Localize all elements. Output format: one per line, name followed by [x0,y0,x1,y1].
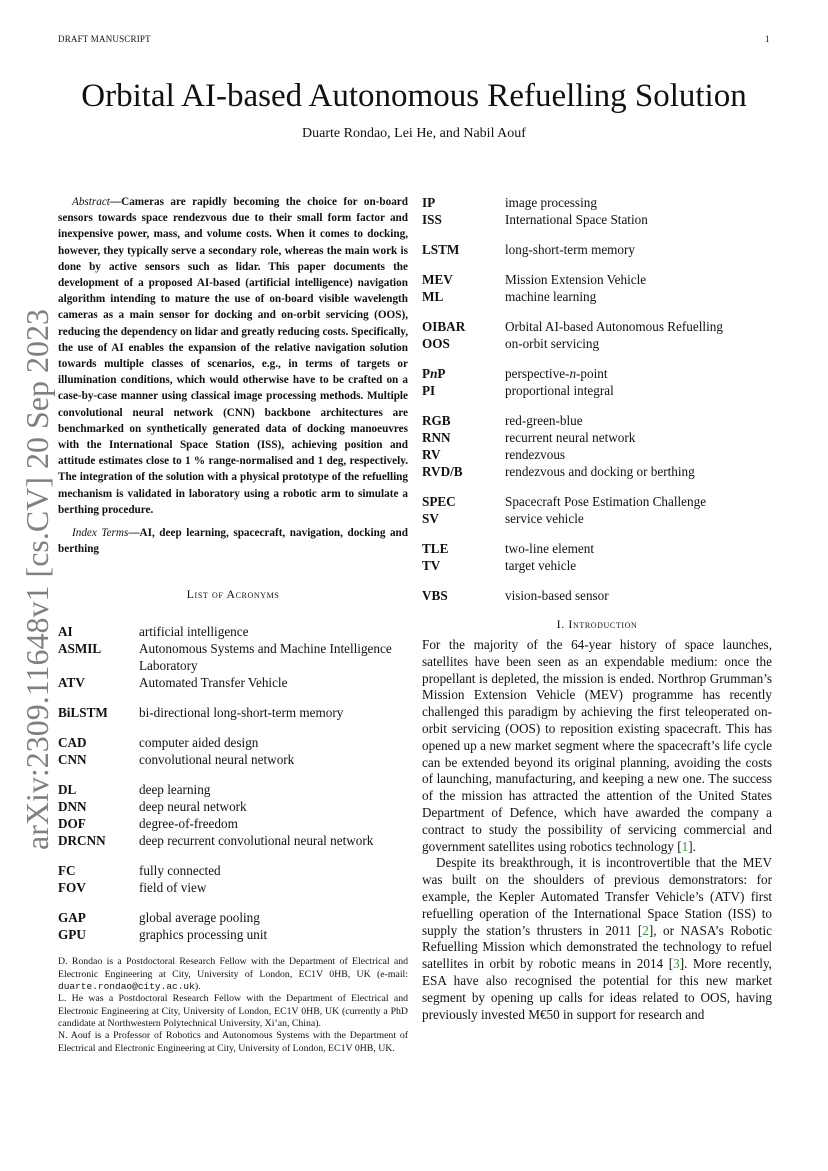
index-terms-text: —AI, deep learning, spacecraft, navigation, docking and berthing [58,527,408,556]
acronym-definition: field of view [139,880,207,896]
acronym-definition: International Space Station [505,212,648,227]
acronym-definition: graphics processing unit [139,927,268,943]
acronym-abbreviation: SPEC [422,494,456,509]
acronym-definition: long-short-term memory [505,242,636,257]
paragraph-text: ], or NASA’s Robotic Refuelling Mission which demonstrated the technology to refuel satellites in orbit by robotic means in 2014 [ [422,922,772,972]
page-number: 1 [765,34,770,44]
acronym-definition: degree-of-freedom [139,816,238,832]
author-footnotes [58,956,408,1054]
acronym-definition: computer aided design [139,735,259,751]
acronym-definition: artificial intelligence [139,624,249,640]
acronym-abbreviation: CNN [58,752,87,768]
running-header: DRAFT MANUSCRIPT [58,34,151,44]
acronym-abbreviation: PnP [422,366,446,381]
introduction-heading: I. Introduction [556,617,638,631]
acronym-definition: convolutional neural network [139,752,295,768]
acronym-definition: Mission Extension Vehicle [505,272,647,287]
paragraph-text: ]. [688,838,696,854]
acronym-definition: two-line element [505,541,594,556]
acronym-abbreviation: BiLSTM [58,705,108,721]
acronym-abbreviation: ASMIL [58,641,102,657]
acronym-abbreviation: OOS [422,336,450,351]
acronym-group [422,493,772,527]
acronym-list-right [422,194,772,604]
acronym-abbreviation: FOV [58,880,86,896]
acronym-row [422,429,772,446]
acronym-group [58,862,408,896]
acronym-abbreviation: IP [422,195,436,210]
acronym-abbreviation: ML [422,289,444,304]
acronym-definition: proportional integral [505,383,614,398]
acronym-abbreviation: DNN [58,799,87,815]
acronym-group [422,365,772,399]
author-list: Duarte Rondao, Lei He, and Nabil Aouf [302,126,526,141]
acronym-definition: target vehicle [505,558,577,573]
acronym-abbreviation: GAP [58,910,86,926]
paragraph-text: Despite its breakthrough, it is incontrovertible that the MEV was built on the shoulders of previous demonstrators: for example, the Kepler Automated Transfer Vehicle’s (ATV) first refuelling operation of the International Space Station (ISS) to supply the station’s thrusters in 2011 [ [422,855,772,938]
acronym-row [422,382,772,399]
acronym-abbreviation: VBS [422,588,448,603]
acronym-definition: perspective-n-point [505,366,608,381]
acronym-abbreviation: RVD/B [422,464,463,479]
abstract-text: —Cameras are rapidly becoming the choice for on-board sensors towards space rendezvous due to their small form factor and inexpensive power, mass, and volume costs. When it comes to docking, however, they typically serve a secondary role, whereas the main work is done by active sensors such as lidar. This paper documents the development of a proposed AI-based (artificial intelligence) navigation algorithm intending to mature the use of on-board visible wavelength cameras as a main sensor for docking and on-orbit servicing (OOS), reducing the dependency on lidar and greatly reducing costs. Specifically, the use of AI enables the expansion of the relative navigation solution towards multiple classes of scenarios, e.g., in terms of targets or illumination conditions, which would otherwise have to be crafted on a case-by-case manner using classical image processing methods. Multiple convolutional neural network (CNN) backbone architectures are benchmarked on synthetically generated data of docking manoeuvres with the International Space Station (ISS), achieving position and attitude estimates close to 1 % range-normalised and 1 deg, respectively. The integration of the solution with a physical prototype of the refuelling mechanism is validated in laboratory using a robotic arm to simulate a berthing procedure. [58,196,408,516]
footnote-rondao [58,956,408,993]
acronym-abbreviation: FC [58,863,76,879]
acronym-group [58,781,408,849]
acronym-abbreviation: DL [58,782,77,798]
acronym-abbreviation: ISS [422,212,442,227]
acronym-group [58,734,408,768]
acronym-definition: on-orbit servicing [505,336,600,351]
acronym-definition: Orbital AI-based Autonomous Refuelling [505,319,723,334]
acronym-row [58,751,408,768]
acronym-row [422,365,772,382]
acronym-definition: image processing [505,195,597,210]
email-link[interactable]: duarte.rondao@city.ac.uk [58,981,195,993]
acronym-row [58,704,408,721]
footnote-he: L. He was a Postdoctoral Research Fellow with the Department of Electrical and Electronic Engineering at City, University of London, EC1V 0HB, UK (currently a PhD candidate at Northwestern Polytechnical University, Xi’an, China). [58,993,408,1029]
acronym-definition: deep recurrent convolutional neural network [139,833,374,849]
acronym-group [422,318,772,352]
intro-paragraph-2 [422,855,772,1023]
acronym-group [58,623,408,691]
paper-title: Orbital AI-based Autonomous Refuelling Solution [81,78,747,114]
acronym-row [58,879,408,896]
index-terms-lead: Index Terms [72,527,129,540]
abstract [58,194,408,518]
acronym-row [422,335,772,352]
intro-paragraph-1 [422,637,772,855]
acronym-abbreviation: RV [422,447,441,462]
acronym-definition: Spacecraft Pose Estimation Challenge [505,494,707,509]
acronym-group [422,194,772,228]
acronym-row [422,557,772,574]
acronym-definition: global average pooling [139,910,260,926]
acronym-definition: rendezvous [505,447,566,462]
citation-link[interactable]: 1 [681,838,689,854]
acronym-definition: bi-directional long-short-term memory [139,705,344,721]
acronym-abbreviation: LSTM [422,242,460,257]
acronym-abbreviation: RGB [422,413,451,428]
acronym-row [422,493,772,510]
acronym-abbreviation: GPU [58,927,86,943]
acronym-definition: rendezvous and docking or berthing [505,464,695,479]
acronym-group [422,540,772,574]
acronym-group [422,412,772,480]
right-column [422,194,772,1023]
acronym-group [58,704,408,721]
acronym-row [58,798,408,815]
acronym-row [422,241,772,258]
acronym-abbreviation: DOF [58,816,86,832]
acronym-abbreviation: DRCNN [58,833,106,849]
left-column [58,194,408,1055]
index-terms [58,525,408,557]
acronym-row [58,781,408,798]
acronym-definition: deep learning [139,782,211,798]
acronym-abbreviation: CAD [58,735,87,751]
acronym-abbreviation: RNN [422,430,451,445]
acronym-row [58,909,408,926]
acronym-definition: recurrent neural network [505,430,636,445]
acronym-abbreviation: PI [422,383,436,398]
acronym-row [422,587,772,604]
acronym-definition: service vehicle [505,511,584,526]
footnote-text: D. Rondao is a Postdoctoral Research Fellow with the Department of Electrical and Electronic Engineering at City, University of London, EC1V 0HB, UK (e-mail: [58,956,408,980]
acronym-row [422,510,772,527]
acronym-definition: fully connected [139,863,221,879]
acronym-row [422,540,772,557]
citation-link[interactable]: 2 [642,922,649,938]
acronym-row [58,862,408,879]
acronym-row [58,815,408,832]
acronym-row [422,211,772,228]
acronym-abbreviation: SV [422,511,439,526]
acronym-row [58,674,408,691]
acronym-abbreviation: AI [58,624,73,640]
acronym-definition: machine learning [505,289,597,304]
acronym-row [58,623,408,640]
acronym-group [422,587,772,604]
acronym-definition: Automated Transfer Vehicle [139,675,288,691]
acronym-row [58,832,408,849]
acronym-list-left [58,623,408,943]
acronym-row [422,271,772,288]
acronym-row [422,194,772,211]
acronym-abbreviation: TV [422,558,441,573]
acronym-abbreviation: ATV [58,675,85,691]
acronym-abbreviation: OIBAR [422,319,466,334]
acronym-abbreviation: MEV [422,272,453,287]
acronym-definition: vision-based sensor [505,588,609,603]
acronym-row [422,463,772,480]
abstract-lead: Abstract [72,196,110,208]
acronym-row [58,926,408,943]
acronym-group [422,271,772,305]
paragraph-text: ]. More recently, ESA have also recognised the potential for this new market segment by opening up calls for ideas related to OOS, having previously invested M€50 in support for research and [422,956,772,1022]
acronym-row [422,318,772,335]
footnote-text: ). [194,981,201,993]
acronym-definition: Autonomous Systems and Machine Intelligence Laboratory [139,641,392,674]
acronyms-heading: List of Acronyms [186,587,280,602]
citation-link[interactable]: 3 [673,956,680,972]
arxiv-identifier-stamp: arXiv:2309.11648v1 [cs.CV] 20 Sep 2023 [19,309,55,850]
acronym-definition: red-green-blue [505,413,583,428]
acronym-group [422,241,772,258]
paragraph-text: For the majority of the 64-year history of space launches, satellites have been seen as an expendable medium: once the propellant is depleted, the mission is ended. Northrop Grumman’s Mission Extension Vehicle (MEV) programme has recently challenged this paradigm by achieving the first teleoperated on-orbit servicing (OOS) to reposition existing spacecraft. This has opened up a new market segment where the spacecraft’s life cycle can be extended beyond its original planning, avoiding the costs of launching, manufacturing, and keeping a new one. The success of the mission has attracted the attention of the United States Department of Defence, which have awarded the company a contract to study the possibility of servicing commercial and government satellites using robotics technology [ [422,637,772,854]
acronym-row [422,412,772,429]
acronym-row [422,446,772,463]
acronym-row [58,734,408,751]
footnote-aouf: N. Aouf is a Professor of Robotics and Autonomous Systems with the Department of Electrical and Electronic Engineering at City, University of London, EC1V 0HB, UK. [58,1030,408,1054]
acronym-abbreviation: TLE [422,541,449,556]
acronym-group [58,909,408,943]
acronym-definition: deep neural network [139,799,247,815]
acronym-row [422,288,772,305]
acronym-row [58,640,408,674]
